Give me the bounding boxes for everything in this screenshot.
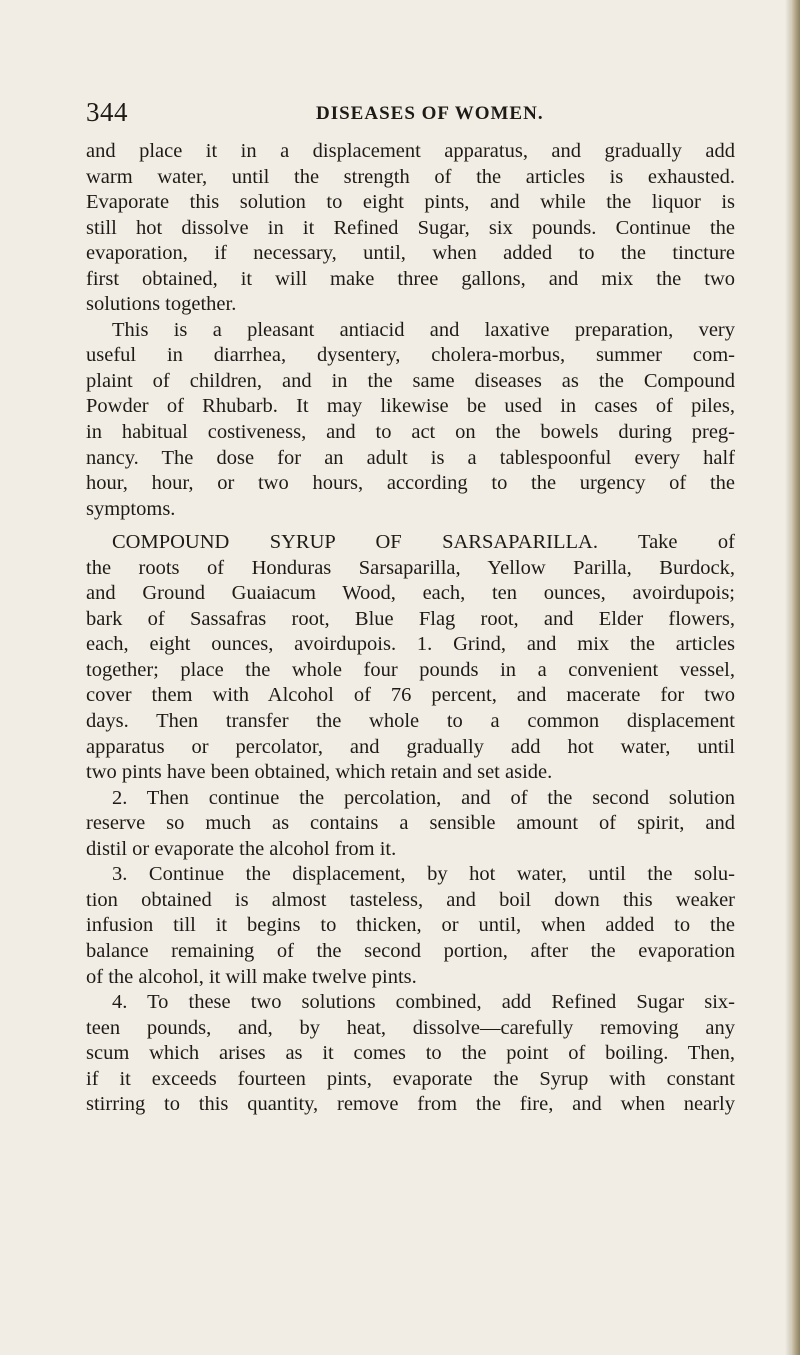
text-line: tion obtained is almost tasteless, and boil down this weaker — [86, 888, 735, 911]
text-line: warm water, until the strength of the articles is exhausted. — [86, 165, 735, 188]
text-line: in habitual costiveness, and to act on the bowels during preg- — [86, 421, 735, 444]
paragraph — [86, 139, 735, 318]
paragraph — [86, 786, 735, 863]
text-line: the roots of Honduras Sarsaparilla, Yellow Parilla, Burdock, — [86, 556, 735, 579]
text-line: hour, hour, or two hours, according to the urgency of the — [86, 472, 735, 495]
text-line: if it exceeds fourteen pints, evaporate the Syrup with constant — [86, 1067, 735, 1090]
text-line: together; place the whole four pounds in a convenient vessel, — [86, 658, 735, 681]
text-line: 2. Then continue the percolation, and of the second solution — [112, 786, 735, 809]
text-line: cover them with Alcohol of 76 percent, and macerate for two — [86, 684, 735, 707]
text-line: two pints have been obtained, which retain and set aside. — [86, 761, 553, 784]
paragraph — [86, 990, 735, 1118]
text-line: symptoms. — [86, 497, 176, 520]
text-line: solutions together. — [86, 293, 237, 316]
text-line: Powder of Rhubarb. It may likewise be used in cases of piles, — [86, 395, 735, 418]
paragraph — [86, 862, 735, 990]
text-line: apparatus or percolator, and gradually add hot water, until — [86, 735, 735, 758]
paragraph-gap — [86, 522, 735, 530]
text-line: each, eight ounces, avoirdupois. 1. Grind, and mix the articles — [86, 633, 735, 656]
text-line: still hot dissolve in it Refined Sugar, six pounds. Continue the — [86, 216, 735, 239]
text-line: This is a pleasant antiacid and laxative preparation, very — [112, 318, 735, 341]
text-line: useful in diarrhea, dysentery, cholera-morbus, summer com- — [86, 344, 735, 367]
text-line: and Ground Guaiacum Wood, each, ten ounces, avoirdupois; — [86, 582, 735, 605]
page-edge — [791, 0, 800, 1355]
page-header — [86, 96, 734, 128]
text-line: infusion till it begins to thicken, or until, when added to the — [86, 914, 735, 937]
text-line: stirring to this quantity, remove from the fire, and when nearly — [86, 1093, 735, 1116]
text-line: evaporation, if necessary, until, when added to the tincture — [86, 242, 735, 265]
text-line: of the alcohol, it will make twelve pints. — [86, 965, 417, 988]
text-line: 3. Continue the displacement, by hot water, until the solu- — [112, 863, 735, 886]
page-number: 344 — [86, 97, 128, 127]
text-line: teen pounds, and, by heat, dissolve—carefully removing any — [86, 1016, 735, 1039]
text-line: reserve so much as contains a sensible amount of spirit, and — [86, 812, 735, 835]
text-line: Evaporate this solution to eight pints, and while the liquor is — [86, 191, 735, 214]
text-line: 4. To these two solutions combined, add Refined Sugar six- — [112, 991, 735, 1014]
paragraph — [86, 530, 735, 785]
text-line: balance remaining of the second portion, after the evaporation — [86, 939, 735, 962]
text-line: COMPOUND SYRUP OF SARSAPARILLA. Take of — [112, 531, 735, 554]
body-text — [86, 139, 735, 1118]
text-line: and place it in a displacement apparatus, and gradually add — [86, 140, 735, 162]
text-line: first obtained, it will make three gallons, and mix the two — [86, 267, 735, 290]
running-title: DISEASES OF WOMEN. — [316, 103, 544, 124]
text-line: distil or evaporate the alcohol from it. — [86, 837, 397, 860]
text-line: scum which arises as it comes to the point of boiling. Then, — [86, 1042, 735, 1065]
paragraph — [86, 318, 735, 522]
text-line: days. Then transfer the whole to a common displacement — [86, 710, 735, 733]
text-line: bark of Sassafras root, Blue Flag root, and Elder flowers, — [86, 607, 735, 630]
text-line: plaint of children, and in the same diseases as the Compound — [86, 369, 735, 392]
text-line: nancy. The dose for an adult is a tablespoonful every half — [86, 446, 735, 469]
